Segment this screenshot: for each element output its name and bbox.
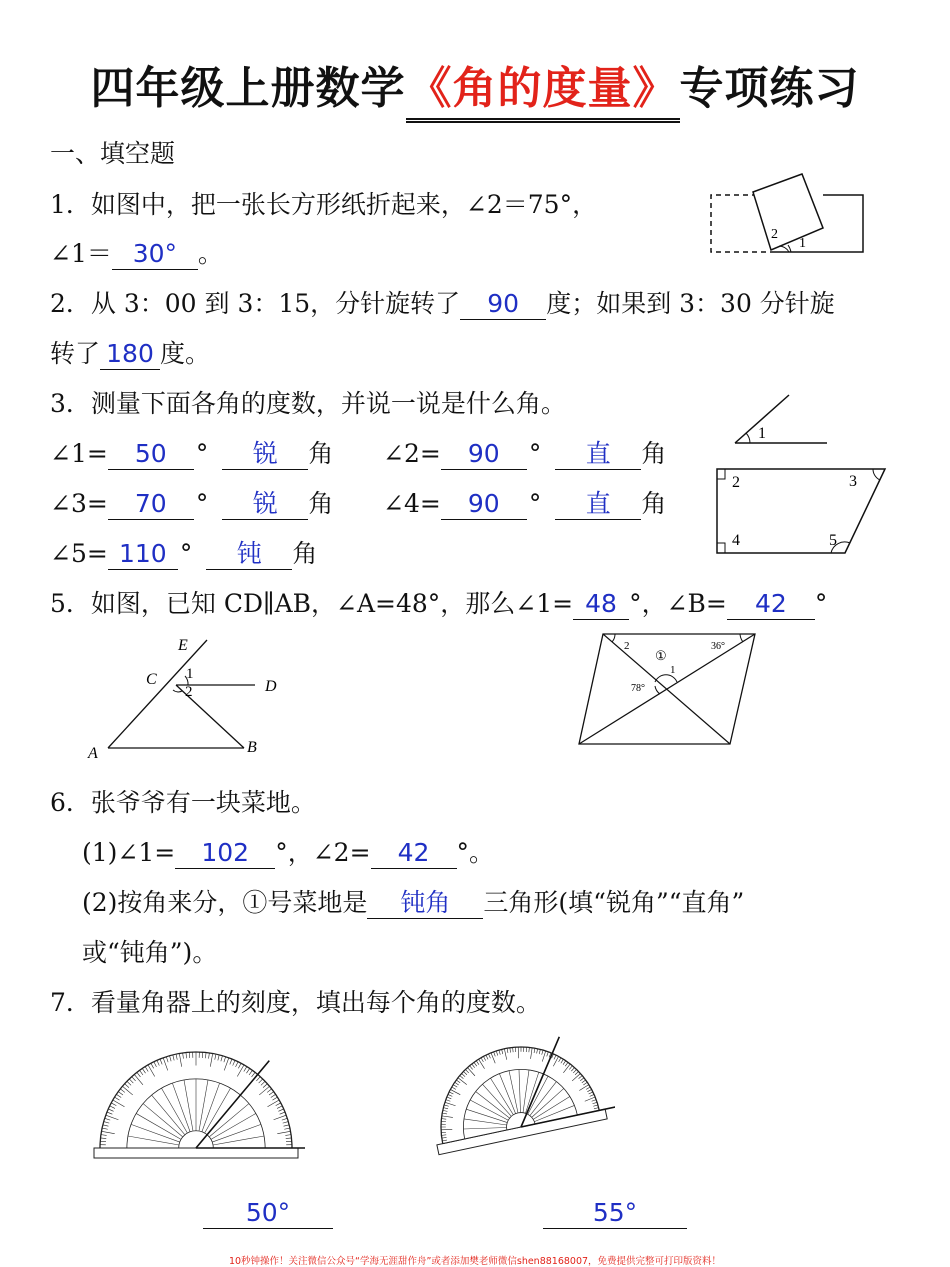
q6-p2-a: (2)按角来分，①号菜地是: [82, 888, 368, 917]
q6-answer-2: 42: [371, 838, 457, 869]
q6-p2-b: 三角形(填“锐角”“直角”: [483, 888, 745, 917]
q3-jiao: 角: [308, 439, 334, 468]
q3-deg: °: [528, 439, 542, 468]
section-heading: 一、填空题: [50, 139, 176, 168]
q6-p1-c: °。: [456, 838, 495, 867]
q3-jiao: 角: [292, 539, 318, 568]
q3-label: ∠2=: [383, 439, 441, 468]
q3-angle2-type: 直: [555, 439, 641, 470]
q3-jiao: 角: [308, 489, 334, 518]
title-underlined: [406, 52, 680, 123]
q1-end: 。: [197, 239, 223, 268]
q3-row-2b: [383, 484, 666, 520]
q3-fig-label-2: 2: [732, 474, 740, 491]
q3-label: ∠5=: [50, 539, 108, 568]
q6-fig-label-2: 2: [624, 640, 630, 652]
q3-angle1-type: 锐: [222, 439, 308, 470]
q3-deg: °: [195, 439, 209, 468]
q2-text4: 度。: [160, 339, 211, 368]
q3-angle5-value: 110: [108, 539, 178, 570]
q3-angle3-value: 70: [108, 489, 194, 520]
q3-fig-label-1: 1: [758, 425, 766, 442]
q6-p1-a: (1)∠1=: [82, 838, 176, 867]
q6-garden-figure: [575, 628, 765, 750]
q5-label-D: D: [265, 678, 277, 695]
q3-fig-label-3: 3: [849, 473, 857, 490]
q3-angle2-value: 90: [441, 439, 527, 470]
q6-fig-angle-36: 36°: [711, 641, 725, 652]
q5-label-B: B: [247, 739, 257, 756]
q5-answer-1: 48: [573, 589, 629, 620]
q5-parallel-lines-figure: [80, 628, 300, 763]
q3-label: ∠4=: [383, 489, 441, 518]
q5-label-E: E: [178, 637, 188, 654]
q6-fig-angle-78: 78°: [631, 683, 645, 694]
q6-answer-1: 102: [175, 838, 275, 869]
q3-jiao: 角: [641, 489, 667, 518]
q3-angle1-value: 50: [108, 439, 194, 470]
q3-deg: °: [195, 489, 209, 518]
q2-answer-2: 180: [100, 339, 160, 370]
q3-question: 3．测量下面各角的度数，并说一说是什么角。: [50, 389, 566, 418]
q3-label: ∠1=: [50, 439, 108, 468]
q3-angle4-type: 直: [555, 489, 641, 520]
q2-answer-1: 90: [460, 289, 546, 320]
q6-p1-b: °，∠2=: [275, 838, 371, 867]
q2-line2: [50, 334, 210, 370]
q2-text3: 转了: [50, 339, 101, 368]
q3-label: ∠3=: [50, 489, 108, 518]
q7-answer-2: 55°: [543, 1198, 687, 1229]
q3-row-2: [50, 484, 333, 520]
q1-prefix: ∠1＝: [50, 239, 112, 268]
q3-deg: °: [528, 489, 542, 518]
q1-fig-label-2: 2: [771, 227, 778, 242]
q3-jiao: 角: [641, 439, 667, 468]
q5-label-1: 1: [186, 666, 194, 682]
q7-answer-1: 50°: [203, 1198, 333, 1229]
q6-part2: [82, 883, 744, 919]
q5-label-A: A: [88, 745, 98, 762]
page-title: [0, 52, 950, 123]
q3-row-3: [50, 534, 317, 570]
q2-text2: 度；如果到 3：30 分针旋: [546, 289, 835, 318]
q6-part2-cont: 或“钝角”)。: [82, 938, 218, 967]
q6-fig-label-1: 1: [670, 664, 676, 676]
protractor-1: [90, 1040, 305, 1165]
title-part-1: 四年级上册数学: [90, 63, 406, 114]
q5-text1: 5．如图，已知 CD∥AB，∠A=48°，那么∠1=: [50, 589, 574, 618]
q1-line1: 1．如图中，把一张长方形纸折起来，∠2＝75°，: [50, 190, 598, 219]
q5-answer-2: 42: [727, 589, 815, 620]
q7-answer-1-wrap: [203, 1198, 333, 1229]
q3-row-1: [50, 434, 333, 470]
q1-fig-label-1: 1: [799, 236, 806, 251]
q1-folded-paper-figure: [705, 170, 870, 258]
title-topic: 《角的度量》: [407, 63, 678, 114]
q3-row-1b: [383, 434, 666, 470]
q6-question: 6．张爷爷有一块菜地。: [50, 788, 316, 817]
q1-answer: 30°: [112, 239, 198, 270]
protractor-2: [435, 1035, 615, 1170]
q1-line2: [50, 234, 223, 270]
q7-question: 7．看量角器上的刻度，填出每个角的度数。: [50, 988, 541, 1017]
q6-part1: [82, 833, 494, 869]
q5-text2: °，∠B=: [629, 589, 727, 618]
q5-label-C: C: [146, 671, 157, 688]
title-part-3: 专项练习: [679, 63, 860, 114]
q3-angles-figure: [705, 385, 890, 560]
q5-question: [50, 584, 827, 620]
q2-line1: [50, 284, 835, 320]
q3-angle4-value: 90: [441, 489, 527, 520]
q6-fig-label-circle1: ①: [655, 648, 667, 663]
q3-angle5-type: 钝: [206, 539, 292, 570]
q3-deg: °: [179, 539, 193, 568]
q5-label-2: 2: [185, 684, 193, 700]
footer-notice: 10秒钟操作！关注微信公众号“学海无涯甜作舟”或者添加樊老师微信shen88168007，免费提供完整可打印版资料！: [228, 1256, 722, 1267]
q5-text3: °: [814, 589, 828, 618]
q7-answer-2-wrap: [543, 1198, 687, 1229]
q3-fig-label-5: 5: [829, 532, 837, 549]
q3-angle3-type: 锐: [222, 489, 308, 520]
q6-answer-3: 钝角: [367, 888, 483, 919]
q3-fig-label-4: 4: [732, 532, 740, 549]
q2-text1: 2．从 3：00 到 3：15，分针旋转了: [50, 289, 461, 318]
